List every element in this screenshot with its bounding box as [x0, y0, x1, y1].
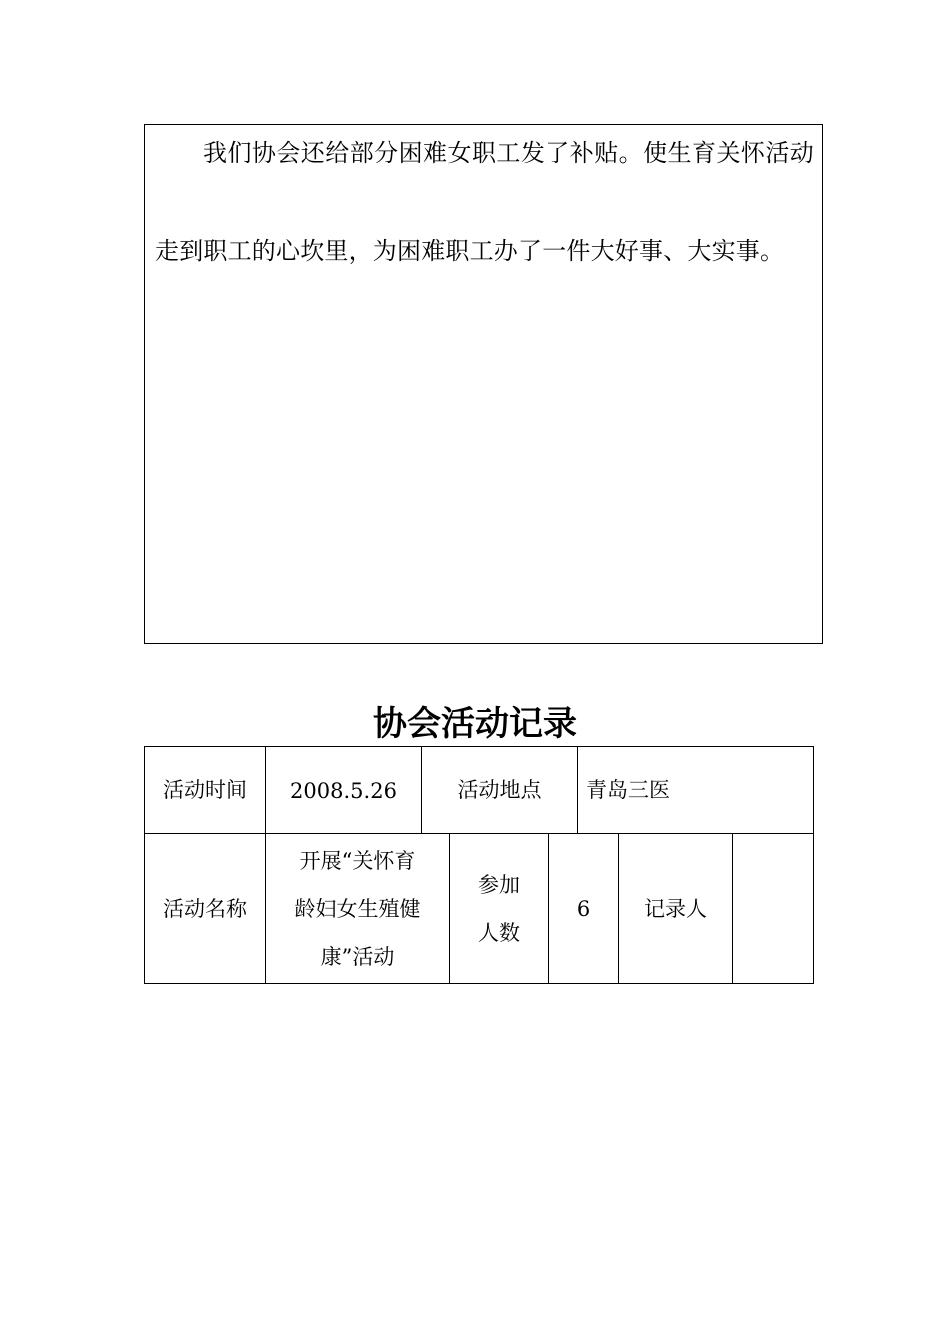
place-label-cell — [421, 746, 578, 834]
time-label-cell — [144, 746, 266, 834]
place-label: 活动地点 — [457, 778, 542, 802]
recorder-label: 记录人 — [644, 896, 707, 921]
count-label — [478, 861, 520, 957]
count-label-line: 参加 — [478, 872, 520, 897]
place-value-cell — [577, 746, 814, 834]
name-value-line: 康”活动 — [320, 944, 395, 969]
count-value: 6 — [576, 896, 591, 921]
recorder-value-cell — [732, 833, 814, 984]
recorder-label-cell — [618, 833, 733, 984]
count-label-cell — [449, 833, 549, 984]
time-value-cell — [265, 746, 422, 834]
section-title: 协会活动记录 — [373, 704, 577, 744]
name-value-cell — [265, 833, 450, 984]
text-box — [144, 124, 823, 644]
name-value — [295, 837, 421, 981]
name-value-line: 开展“关怀育 — [299, 848, 416, 873]
time-label: 活动时间 — [163, 778, 247, 802]
body-paragraph: 我们协会还给部分困难女职工发了补贴。使生育关怀活动走到职工的心坎里，为困难职工办了一件大好事、大实事。 — [155, 139, 814, 265]
time-value: 2008.5.26 — [290, 779, 397, 803]
name-label-cell — [144, 833, 266, 984]
count-label-line: 人数 — [478, 920, 520, 945]
place-value: 青岛三医 — [586, 778, 670, 802]
name-value-line: 龄妇女生殖健 — [294, 896, 421, 921]
count-value-cell — [548, 833, 619, 984]
name-label: 活动名称 — [163, 896, 247, 921]
